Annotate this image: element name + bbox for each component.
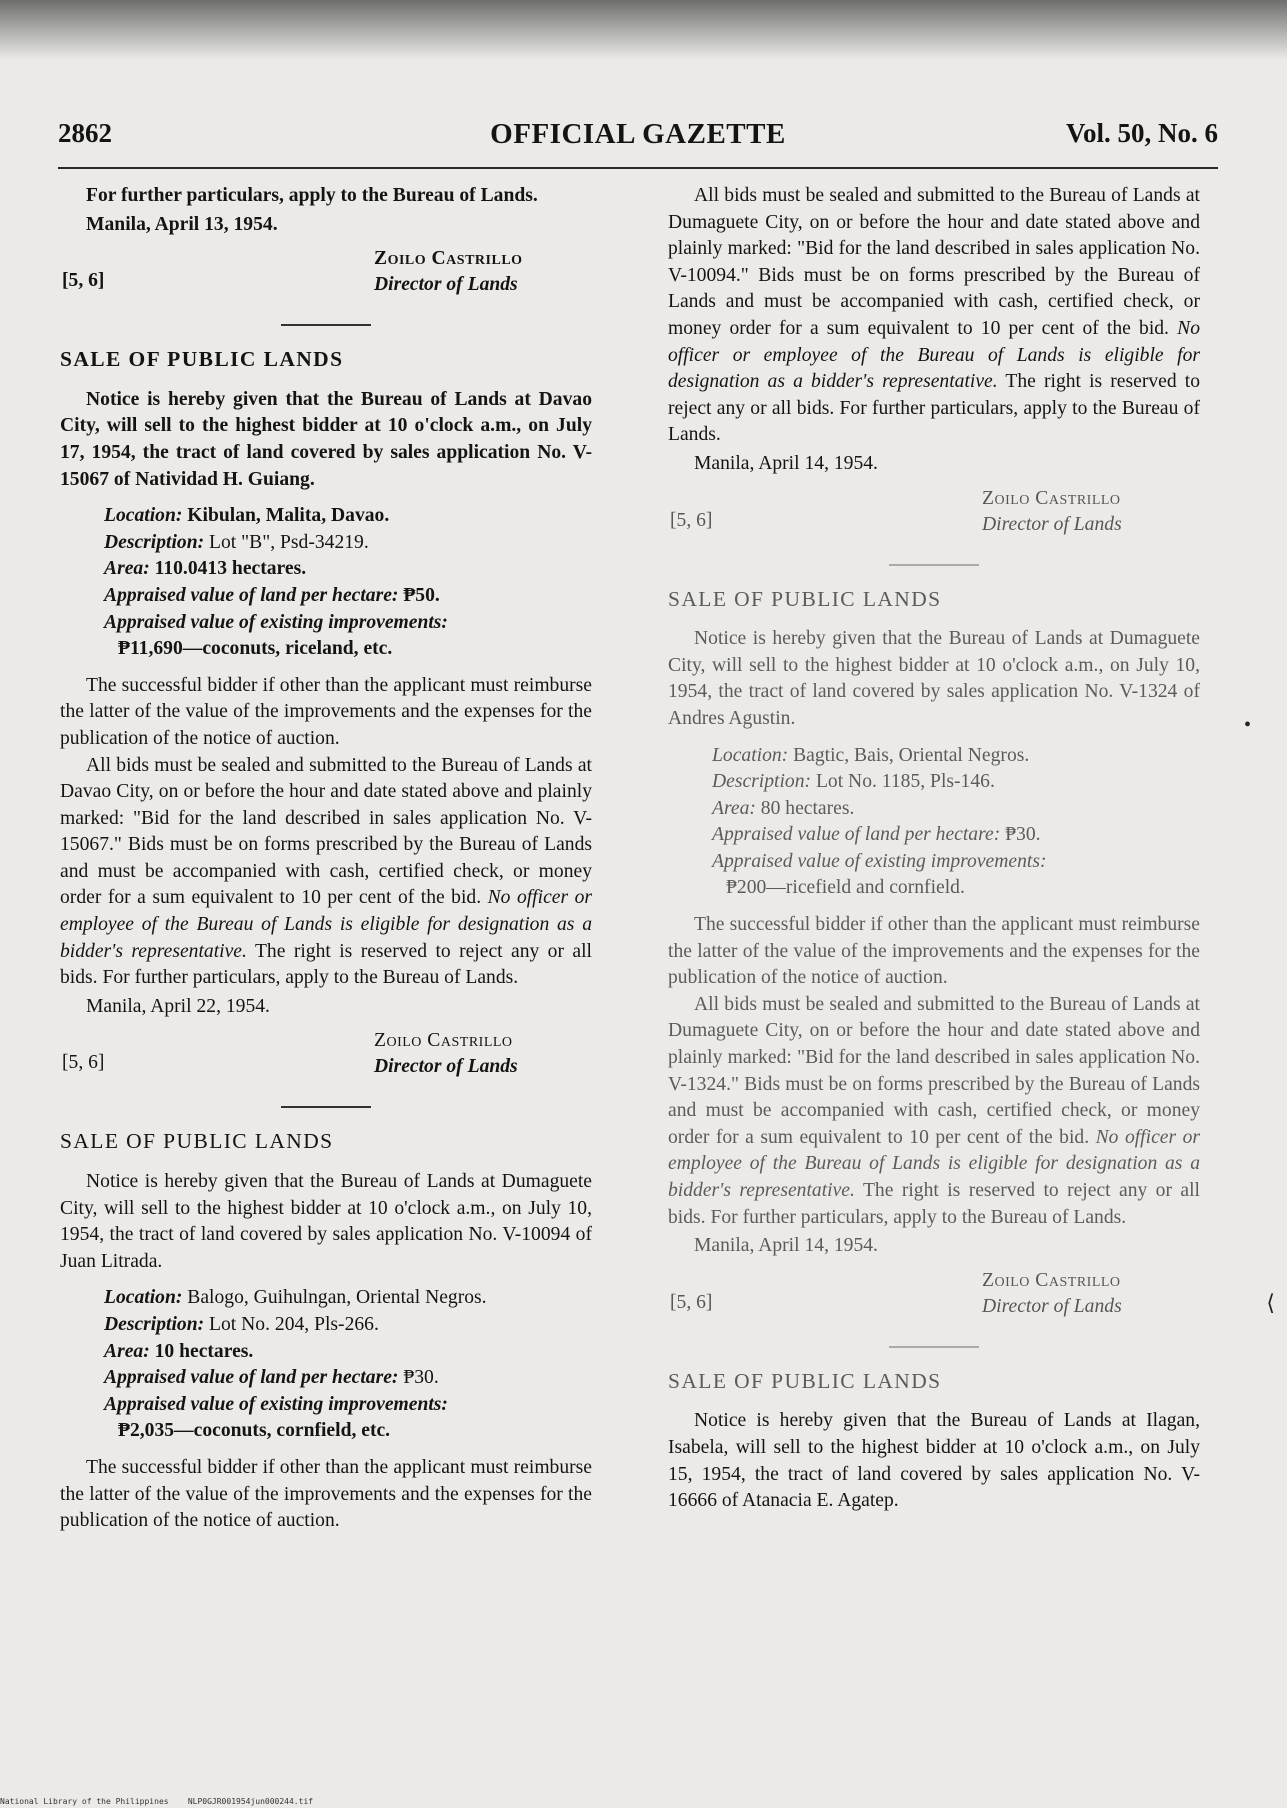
- section-divider: [889, 1346, 979, 1348]
- issue-numbers: [5, 6]: [670, 509, 713, 531]
- particulars-text: For further particulars, apply to the Bureau of Lands.: [86, 185, 538, 206]
- scan-footer: [0, 1797, 313, 1806]
- signature-block: [60, 246, 592, 302]
- faded-notice: [668, 586, 1200, 1395]
- land-details: [60, 1285, 592, 1445]
- signer-name: Zoilo Castrillo: [982, 487, 1121, 509]
- improvements-value: ₱2,035—coconuts, cornfield, etc.: [118, 1420, 391, 1442]
- notice-intro: Notice is hereby given that the Bureau of Lands at Dumaguete City, will sell to the highest bidder at 10 o'clock a.m., on July 10, 1954, the tract of land covered by sales application No. V-10094 of Juan Litrada.: [60, 1171, 592, 1272]
- page-header: [58, 118, 1218, 158]
- reimburse-text: The successful bidder if other than the applicant must reimburse the latter of the value of the improvements and the expenses for the publication of the notice of auction.: [668, 914, 1200, 989]
- area-line: Area: 110.0413 hectares.: [104, 558, 307, 580]
- right-column: [668, 183, 1200, 1515]
- location-line: Location: Bagtic, Bais, Oriental Negros.: [712, 744, 1030, 766]
- section-divider: [281, 1106, 371, 1108]
- signer-title: Director of Lands: [374, 1056, 518, 1078]
- file-id: NLP0GJR001954jun000244.tif: [187, 1797, 314, 1806]
- page-number: 2862: [58, 118, 112, 148]
- section-divider: [281, 324, 371, 326]
- signer-title: Director of Lands: [374, 274, 518, 296]
- improvements-value: ₱11,690—coconuts, riceland, etc.: [118, 638, 393, 660]
- signer-name: Zoilo Castrillo: [374, 248, 523, 270]
- notice-intro: Notice is hereby given that the Bureau of Lands at Dumaguete City, will sell to the highest bidder at 10 o'clock a.m., on July 10, 1954, the tract of land covered by sales application No. V-1324 of Andres Agustin.: [668, 628, 1200, 729]
- notice-date: Manila, April 14, 1954.: [694, 452, 878, 474]
- notice-intro: Notice is hereby given that the Bureau of Lands at Ilagan, Isabela, will sell to the highest bidder at 10 o'clock a.m., on July 15, 1954, the tract of land covered by sales application No. V-16666 of Atanacia E. Agatep.: [668, 1410, 1200, 1512]
- header-rule: [58, 167, 1218, 169]
- area-line: Area: 80 hectares.: [712, 797, 855, 819]
- land-value-line: Appraised value of land per hectare: ₱30.: [104, 1367, 439, 1389]
- scan-credit: National Library of the Philippines: [0, 1797, 169, 1806]
- notice-intro: Notice is hereby given that the Bureau of Lands at Davao City, will sell to the highest bidder at 10 o'clock a.m., on July 17, 1954, the tract of land covered by sales application No. V-15067 of Natividad H. Guiang.: [60, 388, 592, 490]
- volume-number: Vol. 50, No. 6: [1065, 118, 1218, 148]
- notice-date: Manila, April 13, 1954.: [86, 213, 278, 235]
- scan-shadow: [0, 0, 1287, 60]
- signature-block: [668, 1268, 1200, 1324]
- left-column: [60, 183, 592, 1535]
- publication-title: OFFICIAL GAZETTE: [490, 118, 786, 150]
- notice-date: Manila, April 14, 1954.: [694, 1235, 878, 1257]
- scan-mark: •: [1243, 714, 1251, 736]
- description-line: Description: Lot No. 1185, Pls-146.: [712, 771, 995, 793]
- improvements-label: Appraised value of existing improvements:: [104, 611, 448, 633]
- reimburse-text: The successful bidder if other than the applicant must reimburse the latter of the value of the improvements and the expenses for the publication of the notice of auction.: [60, 1456, 592, 1532]
- signer-name: Zoilo Castrillo: [374, 1030, 513, 1052]
- section-title: SALE OF PUBLIC LANDS: [60, 1129, 334, 1154]
- signer-title: Director of Lands: [982, 513, 1122, 535]
- land-value-line: Appraised value of land per hectare: ₱50.: [104, 584, 440, 606]
- description-line: Description: Lot "B", Psd-34219.: [104, 531, 369, 553]
- description-line: Description: Lot No. 204, Pls-266.: [104, 1314, 379, 1335]
- location-line: Location: Balogo, Guihulngan, Oriental Negros.: [104, 1287, 487, 1309]
- issue-numbers: [5, 6]: [670, 1291, 713, 1313]
- section-divider: [889, 564, 979, 566]
- improvements-value: ₱200—ricefield and cornfield.: [726, 877, 965, 899]
- section-title: SALE OF PUBLIC LANDS: [60, 347, 344, 372]
- location-line: Location: Kibulan, Malita, Davao.: [104, 505, 390, 527]
- land-value-line: Appraised value of land per hectare: ₱30.: [712, 824, 1041, 846]
- notice-date: Manila, April 22, 1954.: [86, 995, 270, 1017]
- land-details: [60, 503, 592, 663]
- signer-name: Zoilo Castrillo: [982, 1269, 1121, 1291]
- bids-text: All bids must be sealed and submitted to the Bureau of Lands at Dumaguete City, on or before the hour and date stated above and plainly marked: "Bid for the land described in sales application No. V-1324." Bids must be on forms prescribed by the Bureau of Lands and must be accompanied with cash, certified check, or money order for a sum equivalent to 10 per cent of the bid. No officer or employee of the Bureau of Lands is eligible for designation as a bidder's representative. The right is reserved to reject any or all bids. For further particulars, apply to the Bureau of Lands.: [668, 993, 1200, 1228]
- scan-mark: ⟨: [1266, 1290, 1275, 1315]
- bids-text: All bids must be sealed and submitted to the Bureau of Lands at Davao City, on or before the hour and date stated above and plainly marked: "Bid for the land described in sales application No. V-15067." Bids must be on forms prescribed by the Bureau of Lands and must be accompanied with cash, certified check, or money order for a sum equivalent to 10 per cent of the bid. No officer or employee of the Bureau of Lands is eligible for designation as a bidder's representative. The right is reserved to reject any or all bids. For further particulars, apply to the Bureau of Lands.: [60, 754, 592, 989]
- section-title: SALE OF PUBLIC LANDS: [668, 1368, 942, 1393]
- issue-numbers: [5, 6]: [62, 1052, 105, 1074]
- signature-block: [60, 1028, 592, 1084]
- signer-title: Director of Lands: [982, 1295, 1122, 1317]
- signature-block: [668, 486, 1200, 542]
- section-title: SALE OF PUBLIC LANDS: [668, 586, 942, 611]
- improvements-label: Appraised value of existing improvements:: [712, 850, 1047, 872]
- reimburse-text: The successful bidder if other than the applicant must reimburse the latter of the value of the improvements and the expenses for the publication of the notice of auction.: [60, 674, 592, 749]
- issue-numbers: [5, 6]: [62, 270, 105, 292]
- land-details: [668, 743, 1200, 903]
- bids-text: All bids must be sealed and submitted to the Bureau of Lands at Dumaguete City, on or before the hour and date stated above and plainly marked: "Bid for the land described in sales application No. V-10094." Bids must be on forms prescribed by the Bureau of Lands and must be accompanied with cash, certified check, or money order for a sum equivalent to 10 per cent of the bid. No officer or employee of the Bureau of Lands is eligible for designation as a bidder's representative. The right is reserved to reject any or all bids. For further particulars, apply to the Bureau of Lands.: [668, 185, 1200, 446]
- area-line: Area: 10 hectares.: [104, 1340, 254, 1362]
- improvements-label: Appraised value of existing improvements:: [104, 1393, 448, 1415]
